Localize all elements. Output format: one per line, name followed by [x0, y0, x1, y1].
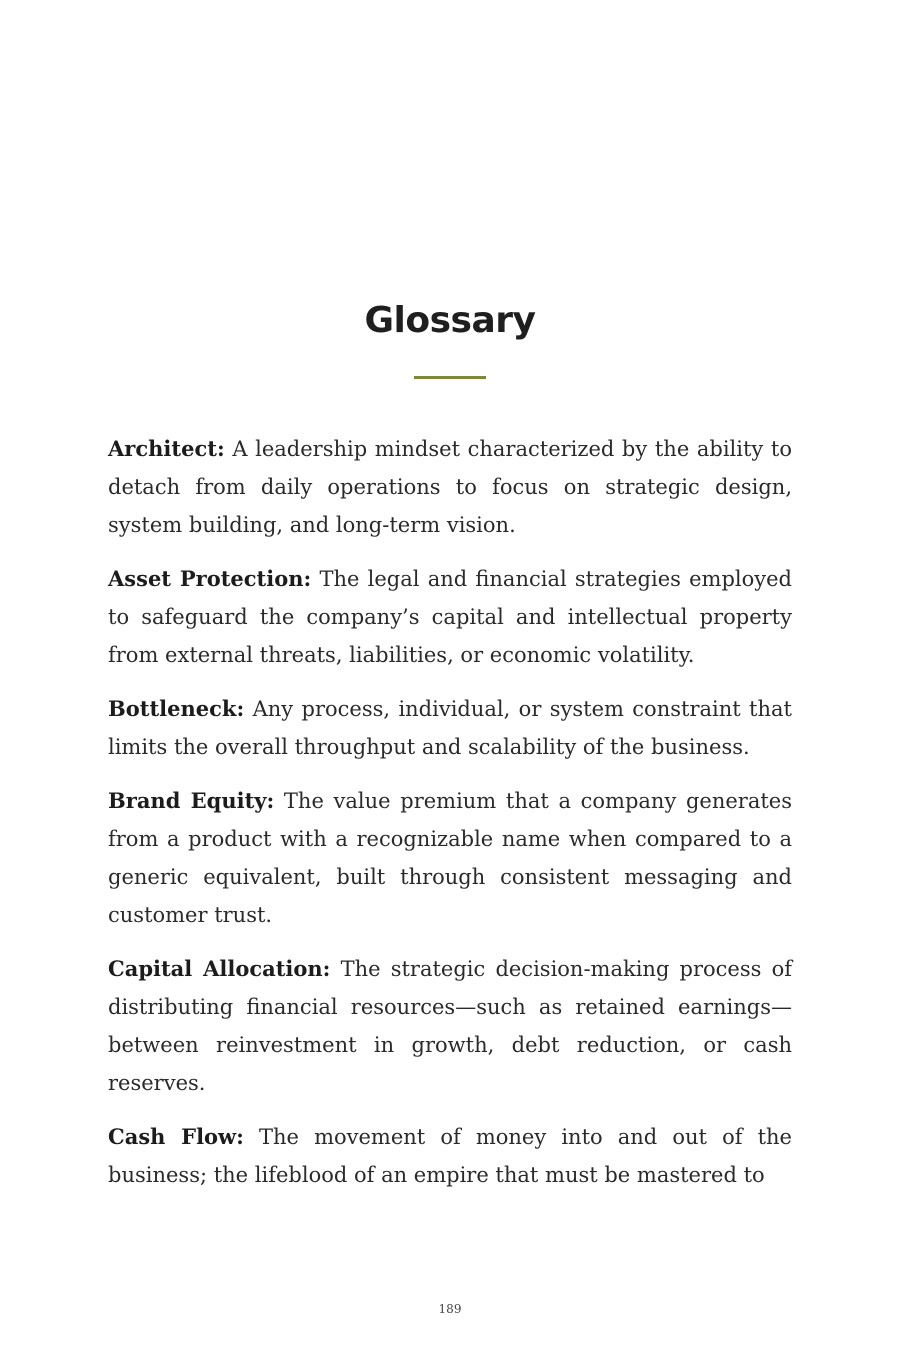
glossary-term: Capital Allocation: [108, 956, 331, 981]
glossary-entry [108, 782, 792, 934]
glossary-term: Architect: [108, 436, 225, 461]
page-title: Glossary [364, 300, 536, 341]
glossary-definition: A leadership mindset characterized by the ability to detach from daily operations to focus on strategic design, system building, and long-term vision. [108, 437, 792, 537]
page-number: 189 [438, 1302, 462, 1316]
glossary-entry [108, 690, 792, 766]
glossary-definition: The strategic decision-making process of distributing financial resources—such as retained earnings—between reinvestment in growth, debt reduction, or cash reserves. [108, 957, 792, 1095]
glossary-entry [108, 430, 792, 544]
glossary-definition: The movement of money into and out of the business; the lifeblood of an empire that must be mastered to [108, 1125, 792, 1187]
glossary-list [108, 430, 792, 1210]
glossary-entry [108, 1118, 792, 1194]
glossary-term: Cash Flow: [108, 1124, 244, 1149]
glossary-definition: The legal and financial strategies employed to safeguard the company’s capital and intellectual property from external threats, liabilities, or economic volatility. [108, 567, 792, 667]
title-underline [414, 376, 486, 379]
glossary-term: Bottleneck: [108, 696, 245, 721]
glossary-entry [108, 560, 792, 674]
glossary-definition: Any process, individual, or system constraint that limits the overall throughput and scalability of the business. [108, 697, 792, 759]
glossary-term: Asset Protection: [108, 566, 312, 591]
glossary-entry [108, 950, 792, 1102]
glossary-term: Brand Equity: [108, 788, 275, 813]
glossary-definition: The value premium that a company generates from a product with a recognizable name when compared to a generic equivalent, built through consistent messaging and customer trust. [108, 789, 792, 927]
